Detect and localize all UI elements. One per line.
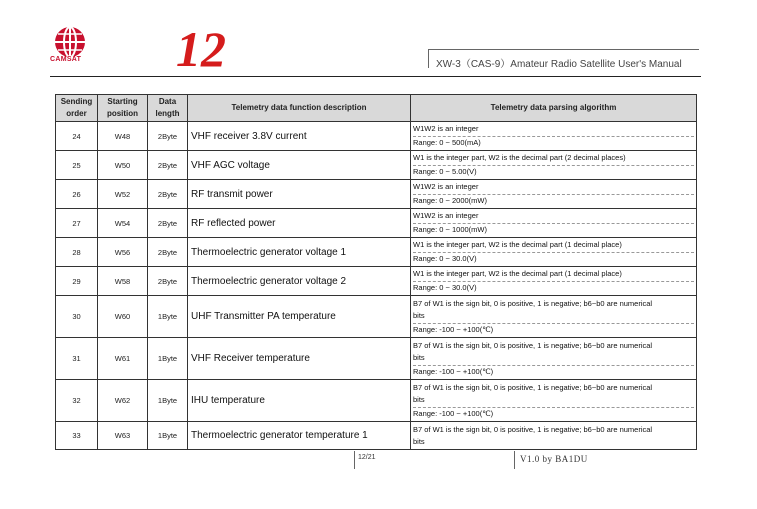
cell-starting-position: W63 — [98, 422, 148, 450]
cell-algorithm — [411, 422, 697, 450]
table-row — [56, 238, 697, 267]
cell-algorithm — [411, 267, 697, 296]
table-row — [56, 122, 697, 151]
algorithm-line: Range: -100 ~ +100(℃) — [413, 365, 694, 378]
table-row — [56, 338, 697, 380]
algorithm-line: Range: 0 ~ 30.0(V) — [413, 281, 694, 294]
telemetry-table — [55, 94, 697, 450]
cell-data-length: 2Byte — [148, 122, 188, 151]
algorithm-line: B7 of W1 is the sign bit, 0 is positive, 1 is negative; b6~b0 are numerical — [413, 382, 653, 392]
cell-starting-position: W54 — [98, 209, 148, 238]
footer-page: 12/21 — [358, 454, 376, 461]
algorithm-line: W1 is the integer part, W2 is the decimal part (2 decimal places) — [413, 153, 626, 162]
algorithm-line: W1 is the integer part, W2 is the decimal part (1 decimal place) — [413, 269, 622, 278]
algorithm-line: bits — [413, 352, 425, 362]
cell-description: Thermoelectric generator voltage 2 — [188, 267, 411, 296]
cell-description: IHU temperature — [188, 380, 411, 422]
algorithm-line: W1 is the integer part, W2 is the decimal part (1 decimal place) — [413, 240, 622, 249]
cell-starting-position: W58 — [98, 267, 148, 296]
cell-description: UHF Transmitter PA temperature — [188, 296, 411, 338]
cell-sending-order: 32 — [56, 380, 98, 422]
algorithm-line: B7 of W1 is the sign bit, 0 is positive, 1 is negative; b6~b0 are numerical — [413, 424, 653, 434]
cell-description: Thermoelectric generator voltage 1 — [188, 238, 411, 267]
cell-description: RF transmit power — [188, 180, 411, 209]
cell-sending-order: 26 — [56, 180, 98, 209]
algorithm-line: bits — [413, 394, 425, 404]
cell-description: VHF receiver 3.8V current — [188, 122, 411, 151]
cell-data-length: 1Byte — [148, 380, 188, 422]
header-data-length: Data length — [148, 95, 188, 122]
cell-description: VHF Receiver temperature — [188, 338, 411, 380]
footer-version-frame — [514, 451, 515, 469]
table-row — [56, 151, 697, 180]
header-rule — [50, 76, 701, 77]
cell-starting-position: W62 — [98, 380, 148, 422]
footer-page-frame — [354, 451, 355, 469]
algorithm-line: Range: 0 ~ 500(mA) — [413, 136, 694, 149]
cell-sending-order: 28 — [56, 238, 98, 267]
document-title: XW-3（CAS-9）Amateur Radio Satellite User's Manual — [436, 59, 682, 70]
cell-algorithm — [411, 151, 697, 180]
table-row — [56, 422, 697, 450]
cell-data-length: 2Byte — [148, 209, 188, 238]
cell-starting-position: W48 — [98, 122, 148, 151]
algorithm-line: W1W2 is an integer — [413, 211, 479, 220]
algorithm-line: Range: 0 ~ 30.0(V) — [413, 252, 694, 265]
algorithm-line: Range: -100 ~ +100(℃) — [413, 407, 694, 420]
algorithm-line: W1W2 is an integer — [413, 182, 479, 191]
page-number: 12 — [176, 21, 226, 77]
cell-sending-order: 33 — [56, 422, 98, 450]
algorithm-line: Range: 0 ~ 5.00(V) — [413, 165, 694, 178]
algorithm-line: B7 of W1 is the sign bit, 0 is positive, 1 is negative; b6~b0 are numerical — [413, 298, 653, 308]
cell-algorithm — [411, 296, 697, 338]
cell-algorithm — [411, 238, 697, 267]
cell-data-length: 2Byte — [148, 180, 188, 209]
cell-algorithm — [411, 180, 697, 209]
table-row — [56, 209, 697, 238]
cell-starting-position: W56 — [98, 238, 148, 267]
cell-data-length: 2Byte — [148, 151, 188, 180]
logo-text: CAMSAT — [50, 56, 82, 63]
cell-data-length: 2Byte — [148, 238, 188, 267]
cell-sending-order: 29 — [56, 267, 98, 296]
cell-sending-order: 30 — [56, 296, 98, 338]
algorithm-line: W1W2 is an integer — [413, 124, 479, 133]
algorithm-line: Range: 0 ~ 1000(mW) — [413, 223, 694, 236]
table-row — [56, 380, 697, 422]
algorithm-line: bits — [413, 436, 425, 446]
header-sending-order: Sending order — [56, 95, 98, 122]
cell-starting-position: W60 — [98, 296, 148, 338]
cell-starting-position: W61 — [98, 338, 148, 380]
algorithm-line: Range: 0 ~ 2000(mW) — [413, 194, 694, 207]
cell-algorithm — [411, 122, 697, 151]
cell-algorithm — [411, 338, 697, 380]
footer-version: V1.0 by BA1DU — [520, 454, 588, 464]
cell-sending-order: 24 — [56, 122, 98, 151]
table-row — [56, 267, 697, 296]
cell-data-length: 1Byte — [148, 296, 188, 338]
cell-starting-position: W50 — [98, 151, 148, 180]
cell-data-length: 1Byte — [148, 422, 188, 450]
cell-sending-order: 31 — [56, 338, 98, 380]
header-starting-position: Starting position — [98, 95, 148, 122]
table-row — [56, 296, 697, 338]
cell-data-length: 2Byte — [148, 267, 188, 296]
header-algorithm: Telemetry data parsing algorithm — [411, 95, 697, 122]
cell-description: RF reflected power — [188, 209, 411, 238]
table-header-row — [56, 95, 697, 122]
cell-description: Thermoelectric generator temperature 1 — [188, 422, 411, 450]
table-row — [56, 180, 697, 209]
cell-sending-order: 27 — [56, 209, 98, 238]
cell-description: VHF AGC voltage — [188, 151, 411, 180]
cell-algorithm — [411, 209, 697, 238]
algorithm-line: B7 of W1 is the sign bit, 0 is positive, 1 is negative; b6~b0 are numerical — [413, 340, 653, 350]
header-description: Telemetry data function description — [188, 95, 411, 122]
cell-starting-position: W52 — [98, 180, 148, 209]
algorithm-line: bits — [413, 310, 425, 320]
cell-algorithm — [411, 380, 697, 422]
cell-data-length: 1Byte — [148, 338, 188, 380]
algorithm-line: Range: -100 ~ +100(℃) — [413, 323, 694, 336]
cell-sending-order: 25 — [56, 151, 98, 180]
